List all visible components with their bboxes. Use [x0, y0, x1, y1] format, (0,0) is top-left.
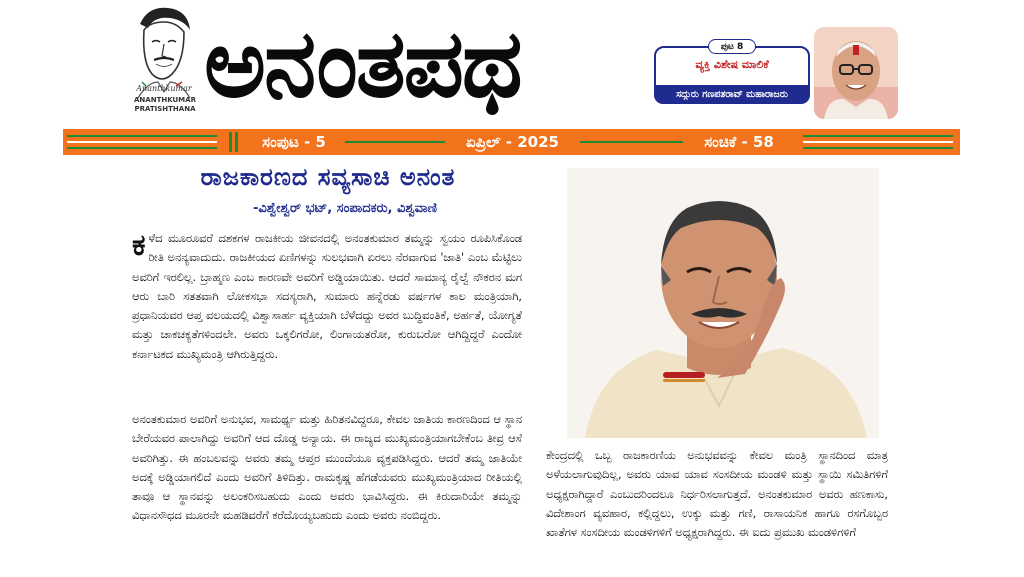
- article-main-photo: [567, 168, 879, 438]
- portrait-caption: ANANTHKUMAR PRATISHTHANA: [134, 96, 196, 113]
- article-paragraph-1-text: ಳೆದ ಮೂರೂವರೆ ದಶಕಗಳ ರಾಜಕೀಯ ಜೀವನದಲ್ಲಿ ಅನಂತಕುಮಾರ ತಮ್ಮನ್ನು ಸ್ವಯಂ ರೂಪಿಸಿಕೊಂಡ ರೀತಿ ಅನನ್ಯವಾದುದು. ರಾಜಕೀಯದ ಏಣಿಗಳನ್ನು ಸುಲಭವಾಗಿ ಏರಲು ನೆರವಾಗುವ 'ಜಾತಿ' ಎಂಬ ಮೆಟ್ಟಿಲು ಅವರಿಗೆ ಇರಲಿಲ್ಲ. ಬ್ರಾಹ್ಮಣ ಎಂಬ ಕಾರಣವೇ ಅವರಿಗೆ ಅಡ್ಡಿಯಾಯಿತು. ಆದರೆ ಸಾಮಾನ್ಯ ರೈಲ್ವೆ ನೌಕರನ ಮಗ ಆರು ಬಾರಿ ಸತತವಾಗಿ ಲೋಕಸಭಾ ಸದಸ್ಯರಾಗಿ, ಸುಮಾರು ಹನ್ನೆರಡು ವರ್ಷಗಳ ಕಾಲ ಮಂತ್ರಿಯಾಗಿ, ಪ್ರಧಾನಿಯವರ ಆಪ್ತ ವಲಯದಲ್ಲಿ ವಿಶ್ವಾಸಾರ್ಹ ವ್ಯಕ್ತಿಯಾಗಿ ಬೆಳೆದದ್ದು ಅವರ ಬುದ್ಧಿವಂತಿಕೆ, ಅರ್ಹತೆ, ಯೋಗ್ಯತೆ ಮತ್ತು ಚಾಕಚಕ್ಯತೆಗಳಿಂದಲೇ. ಅವರು ಒಕ್ಕಲಿಗರೋ, ಲಿಂಗಾಯತರೋ, ಕುರುಬರೋ ಆಗಿದ್ದಿದ್ದರೆ ಎಂದೋ ಕರ್ನಾಟಕದ ಮುಖ್ಯಮಂತ್ರಿ ಆಗಿರುತ್ತಿದ್ದರು.: [132, 232, 522, 361]
- issue-info-band: [63, 129, 960, 155]
- masthead-title: ಅನಂತಪಥ: [204, 10, 521, 119]
- article-paragraph-2: ಅನಂತಕುಮಾರ ಅವರಿಗೆ ಅನುಭವ, ಸಾಮರ್ಥ್ಯ ಮತ್ತು ಹಿರಿತನವಿದ್ದರೂ, ಕೇವಲ ಜಾತಿಯ ಕಾರಣದಿಂದ ಆ ಸ್ಥಾನ ಬೇರೆಯವರ ಪಾಲಾಗಿದ್ದು ಅವರಿಗೆ ಆದ ದೊಡ್ಡ ಅನ್ಯಾಯ. ಈ ರಾಜ್ಯದ ಮುಖ್ಯಮಂತ್ರಿಯಾಗಬೇಕೆಂಬ ತೀವ್ರ ಆಸೆ ಅವರಿಗಿತ್ತು. ಈ ಹಂಬಲವನ್ನು ಅವರು ತಮ್ಮ ಆಪ್ತರ ಮುಂದೆಯೂ ವ್ಯಕ್ತಪಡಿಸಿದ್ದರು. ಆದರೆ ತಮ್ಮ ಜಾತಿಯೇ ಅದಕ್ಕೆ ಅಡ್ಡಿಯಾಗಲಿದೆ ಎಂದು ಅವರಿಗೆ ತಿಳಿದಿತ್ತು. ರಾಮಕೃಷ್ಣ ಹೆಗಡೆಯವರು ಮುಖ್ಯಮಂತ್ರಿಯಾದ ರೀತಿಯಲ್ಲಿ ತಾವೂ ಆ ಸ್ಥಾನವನ್ನು ಅಲಂಕರಿಸಬಹುದು ಎಂದು ಅವರು ಭಾವಿಸಿದ್ದರು. ಈ ಕಿರುದಾರಿಯೇ ತಮ್ಮನ್ನು ವಿಧಾನಸೌಧದ ಮೂರನೇ ಮಹಡಿವರೆಗೆ ಕರೆದೊಯ್ಯಬಹುದು ಎಂದು ಅವರು ನಂಬಿದ್ದರು.: [132, 413, 522, 523]
- feature-subject-name: ಸದ್ಗುರು ಗಣಪತರಾವ್ ಮಹಾರಾಜರು: [654, 85, 810, 104]
- article-byline: -ವಿಶ್ವೇಶ್ವರ್ ಭಟ್, ಸಂಪಾದಕರು, ವಿಶ್ವವಾಣಿ: [253, 201, 437, 216]
- article-paragraph-1: [132, 229, 522, 397]
- feature-subject-photo: [814, 27, 898, 119]
- feature-series-label: ವ್ಯಕ್ತಿ ವಿಶೇಷ ಮಾಲಿಕೆ: [695, 58, 769, 71]
- founder-signature: Ananthkumar: [136, 84, 192, 93]
- article-paragraph-3: ಕೇಂದ್ರದಲ್ಲಿ ಒಬ್ಬ ರಾಜಕಾರಣಿಯ ಅನುಭವವನ್ನು ಕೇವಲ ಮಂತ್ರಿ ಸ್ಥಾನದಿಂದ ಮಾತ್ರ ಅಳೆಯಲಾಗುವುದಿಲ್ಲ, ಅವರು ಯಾವ ಯಾವ ಸಂಸದೀಯ ಮಂಡಳಿ ಮತ್ತು ಸ್ಥಾಯಿ ಸಮಿತಿಗಳಿಗೆ ಅಧ್ಯಕ್ಷರಾಗಿದ್ದಾರೆ ಎಂಬುದರಿಂದಲೂ ನಿರ್ಧರಿಸಲಾಗುತ್ತದೆ. ಅನಂತಕುಮಾರ ಅವರು ಹಣಕಾಸು, ವಿದೇಶಾಂಗ ವ್ಯವಹಾರ, ಕಲ್ಲಿದ್ದಲು, ಉಕ್ಕು ಮತ್ತು ಗಣಿ, ರಾಸಾಯನಿಕ ಹಾಗೂ ರಸಗೊಬ್ಬರ ಖಾತೆಗಳ ಸಂಸದೀಯ ಮಂಡಳಿಗಳಿಗೆ ಅಧ್ಯಕ್ಷರಾಗಿದ್ದರು. ಈ ಐದು ಪ್ರಮುಖ ಮಂಡಳಿಗಳಿಗೆ: [546, 449, 888, 540]
- issue-number: ಸಂಚಿಕೆ - 58: [683, 129, 795, 155]
- issue-volume: ಸಂಪುಟ - 5: [243, 129, 345, 155]
- issue-date: ಏಪ್ರಿಲ್ - 2025: [445, 129, 580, 155]
- feature-page-ref: ಪುಟ 8: [708, 39, 756, 54]
- drop-cap: ಕ: [132, 229, 146, 263]
- article-title: ರಾಜಕಾರಣದ ಸವ್ಯಸಾಚಿ ಅನಂತ: [200, 163, 456, 191]
